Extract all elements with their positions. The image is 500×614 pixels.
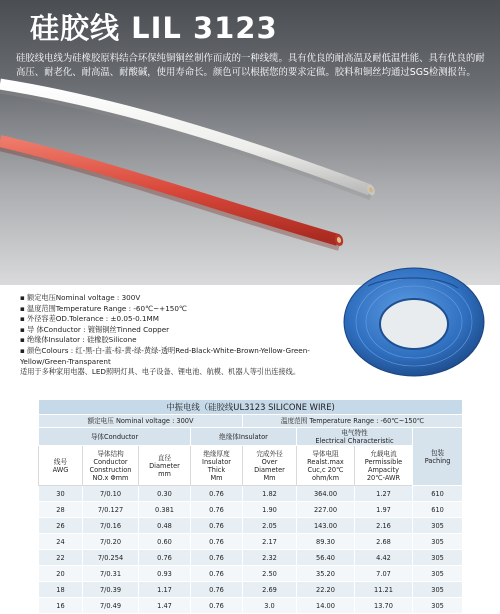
spec-item: ▪ 绝缘体Insulator : 硅橡胶Silicone bbox=[20, 335, 137, 345]
cell-over-diameter: 2.69 bbox=[243, 582, 297, 598]
cell-diameter: 1.47 bbox=[139, 598, 191, 614]
cell-over-diameter: 2.17 bbox=[243, 534, 297, 550]
cell-diameter: 0.48 bbox=[139, 518, 191, 534]
spec-item: ▪ 导 体Conductor : 镀锡铜丝Tinned Copper bbox=[20, 324, 170, 334]
cell-ampacity: 4.42 bbox=[355, 550, 413, 566]
cell-awg: 16 bbox=[39, 598, 83, 614]
temperature-range-cell: 温度范围 Temperature Range : -60℃~150℃ bbox=[243, 415, 463, 428]
cell-construction: 7/0.16 bbox=[83, 518, 139, 534]
cell-insulator-thick: 0.76 bbox=[191, 518, 243, 534]
spec-list bbox=[20, 293, 350, 378]
group-electrical: 电气特性 Electrical Characteristic bbox=[297, 428, 413, 446]
group-insulator: 绝缘体Insulator bbox=[191, 428, 297, 446]
cell-over-diameter: 1.90 bbox=[243, 502, 297, 518]
spec-item: ▪ 额定电压Nominal voltage : 300V bbox=[20, 293, 141, 302]
table-row bbox=[39, 598, 463, 614]
cell-diameter: 0.381 bbox=[139, 502, 191, 518]
table-title: 中振电线（硅胶线UL3123 SILICONE WIRE) bbox=[39, 400, 463, 415]
cell-ampacity: 7.07 bbox=[355, 566, 413, 582]
header-insulator-thick: 绝缘厚度 Insulator Thick Mm bbox=[191, 446, 243, 486]
product-title: 硅胶线 LIL 3123 bbox=[30, 11, 278, 45]
blue-wire-coil-photo bbox=[338, 256, 488, 381]
cell-awg: 18 bbox=[39, 582, 83, 598]
header-ampacity: 允载电流 Permissible Ampacity 20℃-AWR bbox=[355, 446, 413, 486]
cell-resistance: 56.40 bbox=[297, 550, 355, 566]
cell-awg: 30 bbox=[39, 486, 83, 502]
cell-mt-coils: 305 bbox=[413, 582, 463, 598]
table-row bbox=[39, 518, 463, 534]
cell-insulator-thick: 0.76 bbox=[191, 582, 243, 598]
product-description: 硅胶线电线为硅橡胶原料结合环保纯铜铜丝制作而成的一种线缆。具有优良的耐高温及耐低温性能、具有优良的耐高压、耐老化、耐高温、耐酸碱，使用寿命长。颜色可以根据您的要求定做。胶料和铜丝均通过SGS检测报告。 bbox=[16, 53, 485, 78]
cell-diameter: 0.30 bbox=[139, 486, 191, 502]
spec-table bbox=[38, 399, 463, 614]
header-resistance: 导体电阻 Realst.max Cuc,c 20℃ ohm/km bbox=[297, 446, 355, 486]
header-diameter: 直径 Diameter mm bbox=[139, 446, 191, 486]
cell-mt-coils: 305 bbox=[413, 534, 463, 550]
cell-awg: 20 bbox=[39, 566, 83, 582]
spec-continuation: Yellow/Green-Transparent bbox=[20, 356, 111, 366]
cell-mt-coils: 305 bbox=[413, 598, 463, 614]
cell-diameter: 1.17 bbox=[139, 582, 191, 598]
cell-construction: 7/0.31 bbox=[83, 566, 139, 582]
cell-construction: 7/0.49 bbox=[83, 598, 139, 614]
table-row bbox=[39, 486, 463, 502]
hero-banner bbox=[0, 0, 500, 285]
nominal-voltage-cell: 额定电压 Nominal voltage : 300V bbox=[39, 415, 243, 428]
cell-resistance: 364.00 bbox=[297, 486, 355, 502]
spec-item: ▪ 颜色Colours : 红-黑-白-蓝-棕-黄-绿-黄绿-透明Red-Black-White-Brown-Yellow-Green- bbox=[20, 345, 310, 355]
cell-over-diameter: 2.50 bbox=[243, 566, 297, 582]
cell-construction: 7/0.127 bbox=[83, 502, 139, 518]
cell-construction: 7/0.254 bbox=[83, 550, 139, 566]
cell-resistance: 22.20 bbox=[297, 582, 355, 598]
cell-mt-coils: 305 bbox=[413, 518, 463, 534]
cell-ampacity: 2.68 bbox=[355, 534, 413, 550]
cell-ampacity: 1.27 bbox=[355, 486, 413, 502]
cell-over-diameter: 2.05 bbox=[243, 518, 297, 534]
cell-insulator-thick: 0.76 bbox=[191, 502, 243, 518]
cell-insulator-thick: 0.76 bbox=[191, 486, 243, 502]
white-wire bbox=[0, 87, 372, 194]
cell-insulator-thick: 0.76 bbox=[191, 566, 243, 582]
cell-diameter: 0.60 bbox=[139, 534, 191, 550]
table-body bbox=[39, 486, 463, 614]
cell-awg: 24 bbox=[39, 534, 83, 550]
header-construction: 导体结构 Conductor Construction NO.x Φmm bbox=[83, 446, 139, 486]
cell-diameter: 0.93 bbox=[139, 566, 191, 582]
cell-insulator-thick: 0.76 bbox=[191, 598, 243, 614]
spec-item: ▪ 温度范围Temperature Range : -60℃~+150℃ bbox=[20, 303, 187, 313]
spec-application: 适用于多种家用电器、LED照明灯具、电子设备、锂电池、航模、机器人等引出连接线。 bbox=[20, 367, 301, 377]
cell-resistance: 14.00 bbox=[297, 598, 355, 614]
cell-mt-coils: 610 bbox=[413, 486, 463, 502]
table-row bbox=[39, 566, 463, 582]
cell-resistance: 35.20 bbox=[297, 566, 355, 582]
cell-ampacity: 13.70 bbox=[355, 598, 413, 614]
spec-table-wrap bbox=[38, 399, 462, 614]
cell-ampacity: 11.21 bbox=[355, 582, 413, 598]
cell-insulator-thick: 0.76 bbox=[191, 550, 243, 566]
cell-construction: 7/0.10 bbox=[83, 486, 139, 502]
cell-awg: 28 bbox=[39, 502, 83, 518]
header-awg: 线号 AWG bbox=[39, 446, 83, 486]
group-conductor: 导体Conductor bbox=[39, 428, 191, 446]
cell-insulator-thick: 0.76 bbox=[191, 534, 243, 550]
cell-construction: 7/0.20 bbox=[83, 534, 139, 550]
cell-over-diameter: 2.32 bbox=[243, 550, 297, 566]
cell-resistance: 89.30 bbox=[297, 534, 355, 550]
cell-mt-coils: 610 bbox=[413, 502, 463, 518]
cell-awg: 22 bbox=[39, 550, 83, 566]
cell-ampacity: 1.97 bbox=[355, 502, 413, 518]
table-row bbox=[39, 534, 463, 550]
table-row bbox=[39, 550, 463, 566]
cell-awg: 26 bbox=[39, 518, 83, 534]
table-row bbox=[39, 502, 463, 518]
cell-over-diameter: 1.82 bbox=[243, 486, 297, 502]
cell-over-diameter: 3.0 bbox=[243, 598, 297, 614]
cell-resistance: 227.00 bbox=[297, 502, 355, 518]
header-over-diameter: 完成外径 Over Diameter Mm bbox=[243, 446, 297, 486]
cell-mt-coils: 305 bbox=[413, 550, 463, 566]
cell-resistance: 143.00 bbox=[297, 518, 355, 534]
cell-diameter: 0.76 bbox=[139, 550, 191, 566]
table-row bbox=[39, 582, 463, 598]
spec-item: ▪ 外径容差OD.Tolerance : ±0.05-0.1MM bbox=[20, 314, 159, 324]
group-packing: 包装 Paching bbox=[413, 428, 463, 486]
cell-mt-coils: 305 bbox=[413, 566, 463, 582]
cell-construction: 7/0.39 bbox=[83, 582, 139, 598]
cell-ampacity: 2.16 bbox=[355, 518, 413, 534]
